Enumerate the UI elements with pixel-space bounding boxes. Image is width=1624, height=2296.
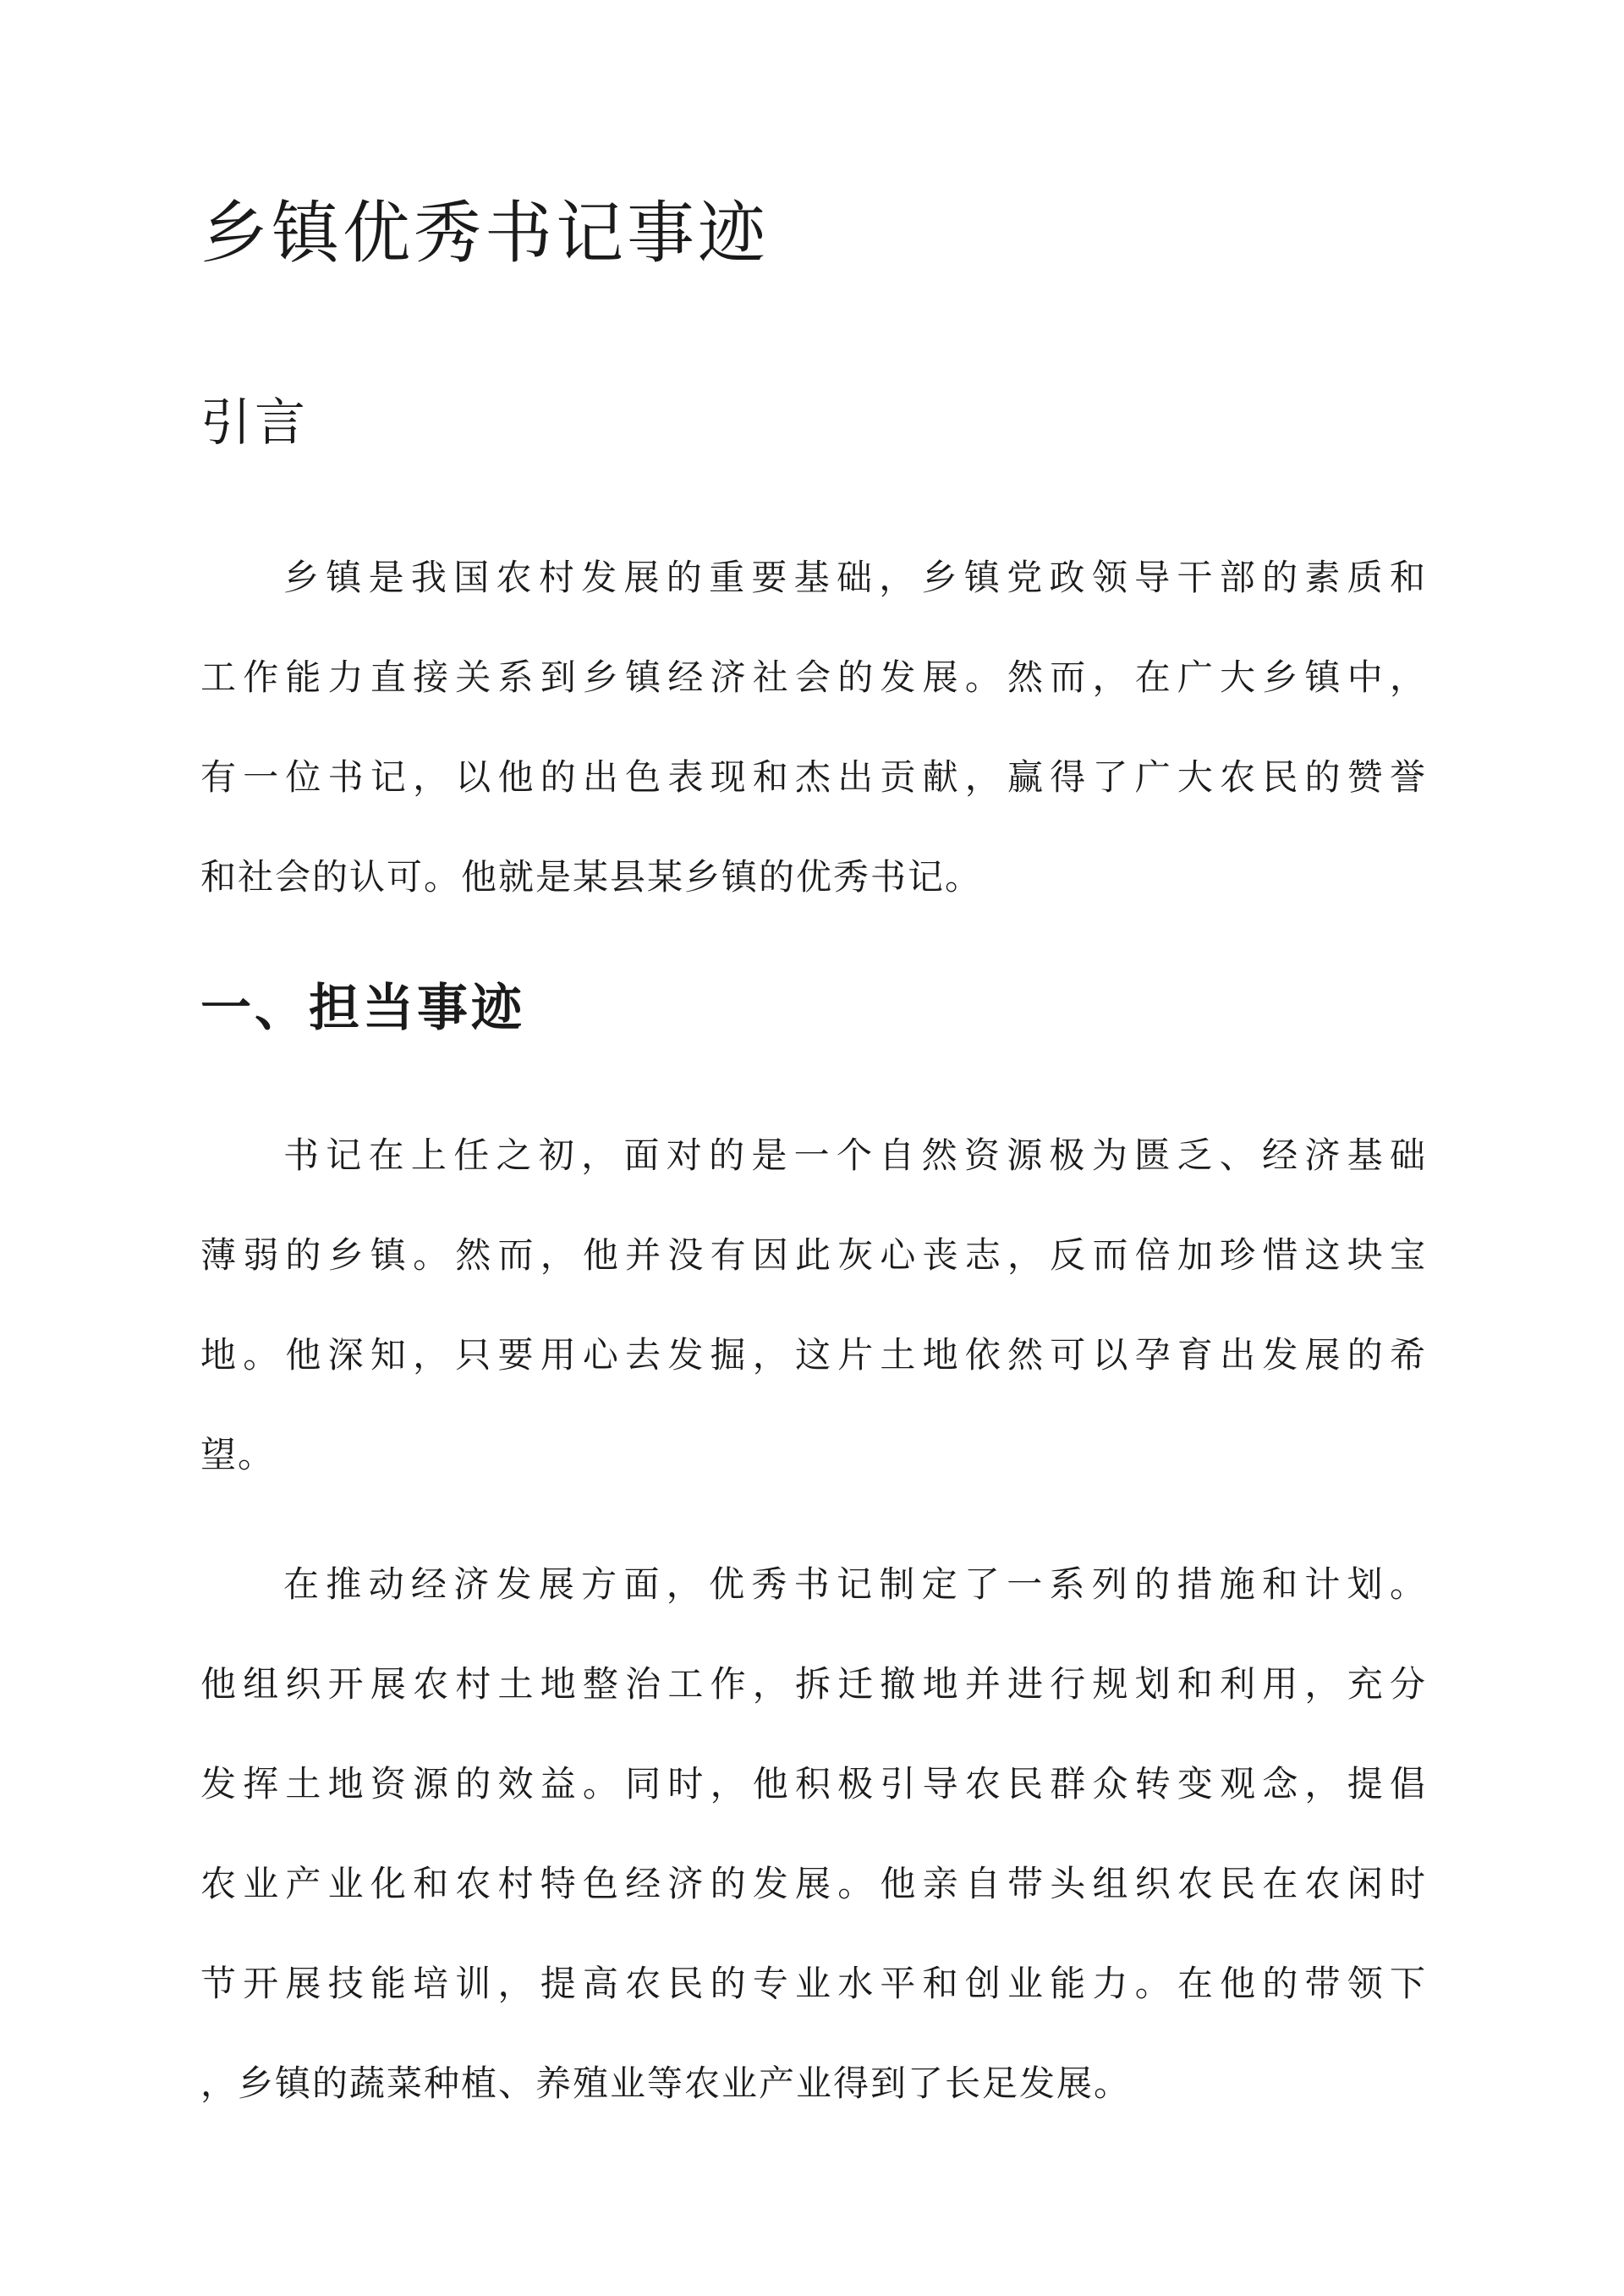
paragraph-line: 望。 — [200, 1434, 276, 1475]
paragraph-line: 地。他深知，只要用心去发掘，这片土地依然可以孕育出发展的希 — [200, 1334, 1427, 1376]
paragraph-line: 节开展技能培训，提高农民的专业水平和创业能力。在他的带领下 — [200, 1963, 1427, 2004]
paragraph-intro — [200, 528, 1427, 927]
paragraph-line: 书记在上任之初，面对的是一个自然资源极为匮乏、经济基础 — [283, 1134, 1427, 1176]
section-heading-responsibility: 一、担当事迹 — [200, 979, 525, 1038]
paragraph-line: ，乡镇的蔬菜种植、养殖业等农业产业得到了长足发展。 — [200, 2063, 1132, 2104]
paragraph-responsibility-1 — [200, 1106, 1427, 1505]
paragraph-responsibility-2 — [200, 1535, 1427, 2134]
paragraph-line: 乡镇是我国农村发展的重要基础，乡镇党政领导干部的素质和 — [283, 557, 1427, 598]
page-title: 乡镇优秀书记事迹 — [200, 194, 769, 272]
paragraph-line: 农业产业化和农村特色经济的发展。他亲自带头组织农民在农闲时 — [200, 1863, 1427, 1904]
paragraph-line: 有一位书记，以他的出色表现和杰出贡献，赢得了广大农民的赞誉 — [200, 756, 1427, 798]
paragraph-line: 在推动经济发展方面，优秀书记制定了一系列的措施和计划。 — [283, 1563, 1427, 1605]
paragraph-line: 薄弱的乡镇。然而，他并没有因此灰心丧志，反而倍加珍惜这块宝 — [200, 1234, 1427, 1276]
paragraph-line: 工作能力直接关系到乡镇经济社会的发展。然而，在广大乡镇中， — [200, 656, 1427, 698]
section-heading-intro: 引言 — [200, 393, 309, 453]
paragraph-line: 和社会的认可。他就是某县某乡镇的优秀书记。 — [200, 856, 983, 898]
paragraph-line: 他组织开展农村土地整治工作，拆迁撤地并进行规划和利用，充分 — [200, 1663, 1427, 1705]
paragraph-line: 发挥土地资源的效益。同时，他积极引导农民群众转变观念，提倡 — [200, 1763, 1427, 1804]
